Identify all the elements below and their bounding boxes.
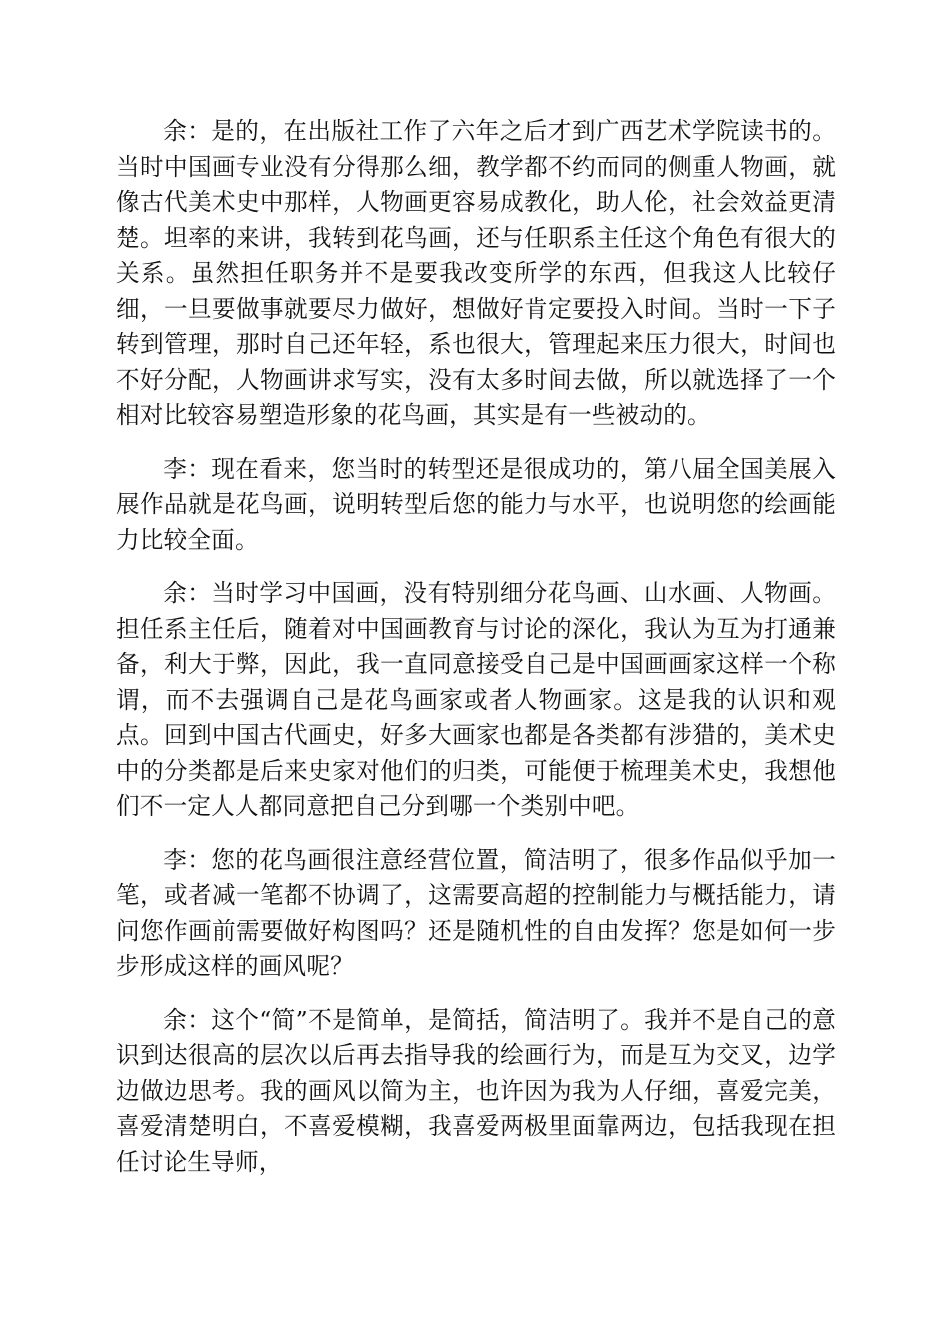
paragraph: 余：这个“简”不是简单，是简括，简洁明了。我并不是自己的意识到达很高的层次以后再去指导我的绘画行为，而是互为交叉，边学边做边思考。我的画风以简为主，也许因为我为人仔细，喜爱完美，喜爱清楚明白，不喜爱模糊，我喜爱两极里面靠两边，包括我现在担任讨论生导师， [116, 1005, 836, 1176]
paragraph: 余：当时学习中国画，没有特别细分花鸟画、山水画、人物画。担任系主任后，随着对中国画教育与讨论的深化，我认为互为打通兼备，利大于弊，因此，我一直同意接受自己是中国画画家这样一个称谓，而不去强调自己是花鸟画家或者人物画家。这是我的认识和观点。回到中国古代画史，好多大画家也都是各类都有涉猎的，美术史中的分类都是后来史家对他们的归类，可能便于梳理美术史，我想他们不一定人人都同意把自己分到哪一个类别中吧。 [116, 579, 836, 820]
paragraph: 余：是的，在出版社工作了六年之后才到广西艺术学院读书的。当时中国画专业没有分得那么细，教学都不约而同的侧重人物画，就像古代美术史中那样，人物画更容易成教化，助人伦，社会效益更清楚。坦率的来讲，我转到花鸟画，还与任职系主任这个角色有很大的关系。虽然担任职务并不是要我改变所学的东西，但我这人比较仔细，一旦要做事就要尽力做好，想做好肯定要投入时间。当时一下子转到管理，那时自己还年轻，系也很大，管理起来压力很大，时间也不好分配，人物画讲求写实，没有太多时间去做，所以就选择了一个相对比较容易塑造形象的花鸟画，其实是有一些被动的。 [116, 117, 836, 429]
document-body [116, 114, 836, 1198]
paragraph: 李：您的花鸟画很注意经营位置，简洁明了，很多作品似乎加一笔，或者减一笔都不协调了，这需要高超的控制能力与概括能力，请问您作画前需要做好构图吗？还是随机性的自由发挥？您是如何一步步形成这样的画风呢？ [116, 845, 836, 980]
paragraph: 李：现在看来，您当时的转型还是很成功的，第八届全国美展入展作品就是花鸟画，说明转型后您的能力与水平，也说明您的绘画能力比较全面。 [116, 454, 836, 554]
